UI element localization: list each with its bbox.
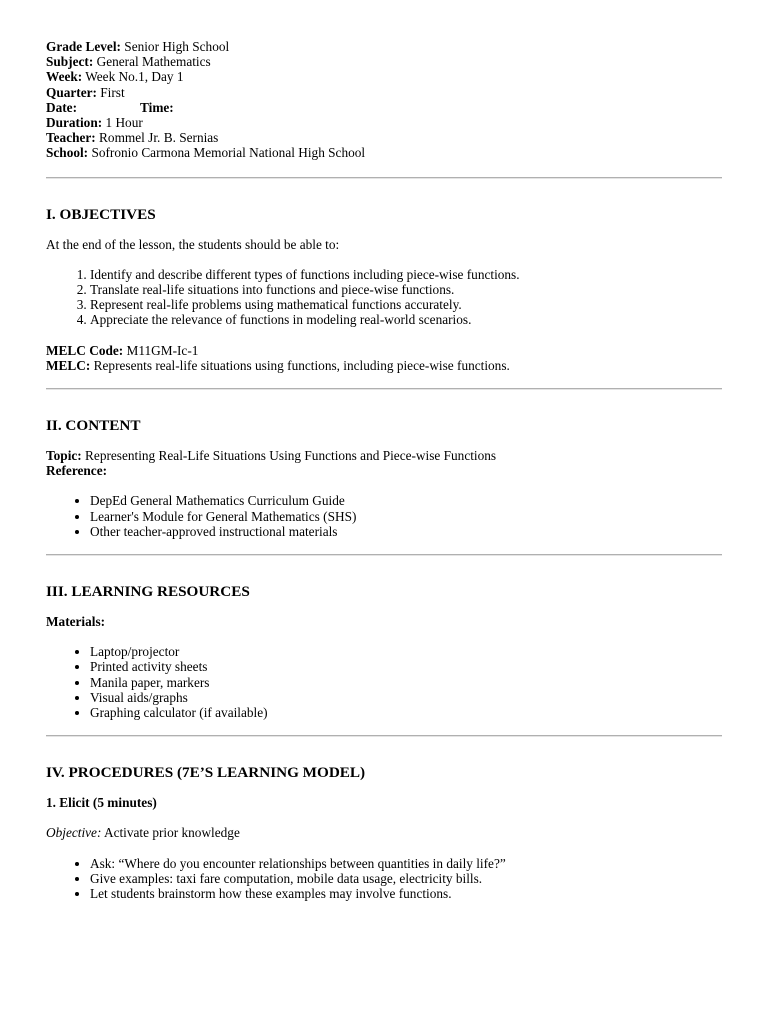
elicit-heading: 1. Elicit (5 minutes) — [46, 795, 157, 811]
school-value: Sofronio Carmona Memorial National High School — [88, 145, 366, 161]
grade-level-value: Senior High School — [120, 39, 230, 54]
elicit-activities-list — [46, 856, 722, 902]
references-list — [46, 493, 722, 539]
elicit-activity-item: • Ask: “Where do you encounter relationships between quantities in daily life?” — [90, 856, 722, 871]
reference-item: • Other teacher-approved instructional materials — [90, 524, 722, 539]
content-section — [46, 417, 722, 539]
time-label: Time: — [140, 99, 174, 115]
elicit-objective-value: Activate prior knowledge — [101, 825, 240, 841]
objectives-intro: At the end of the lesson, the students should be able to: — [46, 236, 340, 252]
content-heading: II. CONTENT — [46, 417, 141, 435]
melc-value: Represents real-life situations using functions, including piece-wise functions. — [90, 357, 510, 373]
grade-level-line — [46, 39, 722, 54]
elicit-objective-label: Objective: — [46, 825, 102, 841]
date-label: Date: — [46, 99, 78, 115]
subject-label: Subject: — [46, 54, 94, 70]
grade-level-label: Grade Level: — [46, 39, 121, 54]
school-line — [46, 145, 722, 160]
school-label: School: — [46, 145, 89, 161]
topic-line — [46, 448, 722, 463]
subject-value: General Mathematics — [93, 54, 211, 70]
material-item: • Laptop/projector — [90, 644, 722, 659]
procedures-section — [46, 764, 722, 901]
resources-heading: III. LEARNING RESOURCES — [46, 583, 250, 601]
elicit-objective-line — [46, 825, 722, 840]
week-value: Week No.1, Day 1 — [82, 69, 184, 85]
topic-value: Representing Real-Life Situations Using Functions and Piece-wise Functions — [81, 448, 497, 464]
teacher-value: Rommel Jr. B. Sernias — [95, 130, 219, 146]
lesson-header — [46, 39, 722, 161]
materials-label: Materials: — [46, 614, 106, 630]
section-divider — [46, 177, 722, 179]
resources-section — [46, 583, 722, 720]
topic-label: Topic: — [46, 448, 82, 464]
section-divider — [46, 554, 722, 556]
subject-line — [46, 54, 722, 69]
teacher-line — [46, 130, 722, 145]
reference-item: • Learner's Module for General Mathematics (SHS) — [90, 509, 722, 524]
quarter-line — [46, 85, 722, 100]
quarter-value: First — [96, 84, 125, 100]
melc-label: MELC: — [46, 357, 91, 373]
melc-code-line — [46, 343, 722, 358]
teacher-label: Teacher: — [46, 130, 96, 146]
section-divider — [46, 388, 722, 390]
material-item: • Visual aids/graphs — [90, 690, 722, 705]
procedures-heading: IV. PROCEDURES (7E’S LEARNING MODEL) — [46, 764, 366, 782]
elicit-activity-item: • Let students brainstorm how these examples may involve functions. — [90, 886, 722, 901]
objective-item: 1. Identify and describe different types of functions including piece-wise functions. — [90, 267, 722, 282]
section-divider — [46, 735, 722, 737]
duration-label: Duration: — [46, 115, 103, 131]
date-time-line — [46, 100, 722, 115]
objective-item: 2. Translate real-life situations into functions and piece-wise functions. — [90, 282, 722, 297]
elicit-activity-item: • Give examples: taxi fare computation, mobile data usage, electricity bills. — [90, 871, 722, 886]
melc-code-label: MELC Code: — [46, 342, 124, 358]
week-line — [46, 69, 722, 84]
objective-item: 3. Represent real-life problems using mathematical functions accurately. — [90, 297, 722, 312]
duration-value: 1 Hour — [102, 115, 143, 131]
materials-list — [46, 644, 722, 720]
material-item: • Printed activity sheets — [90, 659, 722, 674]
objectives-heading: I. OBJECTIVES — [46, 205, 156, 223]
week-label: Week: — [46, 69, 83, 85]
melc-line — [46, 358, 722, 373]
duration-line — [46, 115, 722, 130]
objective-item: 4. Appreciate the relevance of functions in modeling real-world scenarios. — [90, 312, 722, 327]
reference-label: Reference: — [46, 463, 108, 479]
melc-code-value: M11GM-Ic-1 — [123, 342, 199, 358]
material-item: • Manila paper, markers — [90, 675, 722, 690]
reference-item: • DepEd General Mathematics Curriculum Guide — [90, 493, 722, 508]
material-item: • Graphing calculator (if available) — [90, 705, 722, 720]
objectives-section — [46, 206, 722, 373]
quarter-label: Quarter: — [46, 84, 97, 100]
objectives-list — [46, 267, 722, 328]
